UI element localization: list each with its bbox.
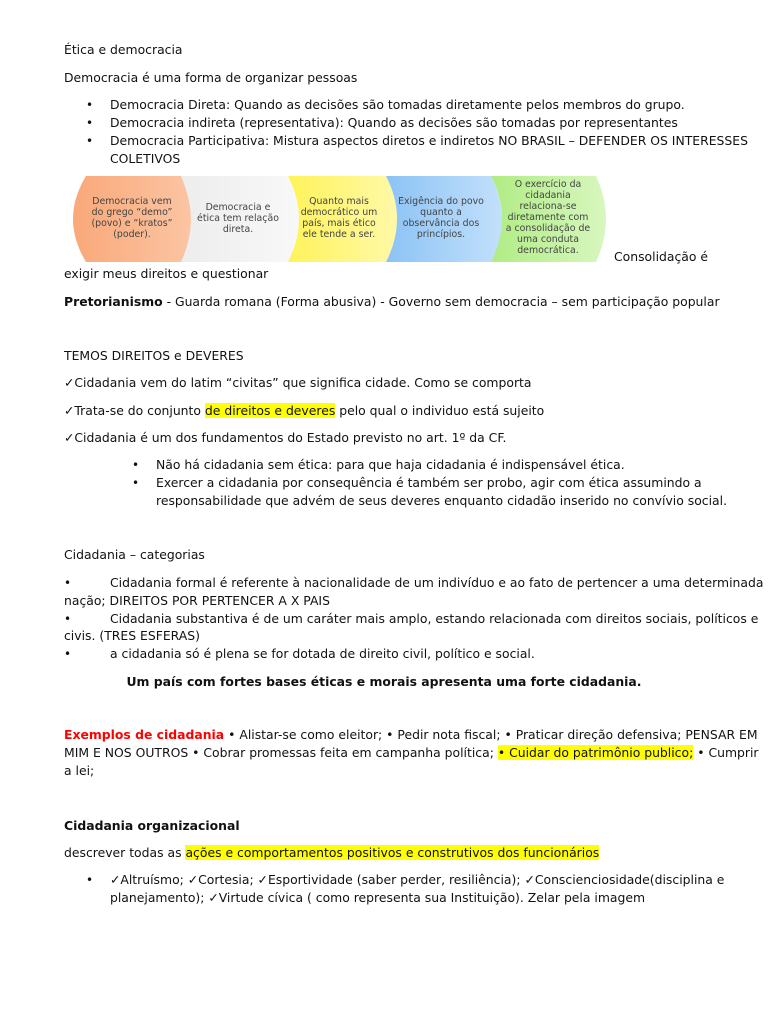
examples-paragraph-line (64, 744, 759, 762)
bullet-icon: • (86, 134, 94, 148)
diagram-stage-3-line: democrático um (300, 207, 378, 218)
bullet-icon: • (86, 873, 94, 887)
list-item-continuation: planejamento); ✓Virtude cívica ( como representa sua Instituição). Zelar pela imagem (110, 890, 646, 905)
examples-text: • Cumprir (693, 745, 759, 760)
list-item: a cidadania só é plena se for dotada de direito civil, político e social. (110, 646, 535, 661)
bullet-icon: • (64, 576, 72, 590)
consolidation-continuation: exigir meus direitos e questionar (64, 266, 269, 281)
examples-paragraph (64, 726, 758, 744)
pretorianismo-term: Pretorianismo (64, 294, 163, 309)
highlighted-text: de direitos e deveres (204, 403, 336, 418)
bullet-icon: • (132, 476, 140, 490)
diagram-stage-2-line: ética tem relação (197, 213, 279, 224)
diagram-stage-3-line: país, mais ético (302, 218, 376, 229)
list-item-continuation: COLETIVOS (110, 151, 181, 166)
diagram-stage-1-line: do grego “demo” (91, 207, 173, 218)
list-item-continuation: civis. (TRES ESFERAS) (64, 628, 200, 643)
diagram-stage-4-line: quanto a (420, 207, 462, 218)
diagram-stage-5-line: uma conduta (517, 234, 579, 245)
diagram-stage-1-line: (poder). (113, 229, 151, 240)
democracy-process-diagram (66, 176, 610, 266)
org-paragraph (64, 844, 599, 862)
diagram-stage-2-line: direta. (222, 224, 254, 235)
pretorianismo-definition: - Guarda romana (Forma abusiva) - Governo sem democracia – sem participação popular (162, 294, 720, 309)
check-text: pelo qual o individuo está sujeito (335, 403, 545, 418)
diagram-stage-1-line: Democracia vem (92, 196, 172, 207)
check-item: ✓Cidadania vem do latim “civitas” que significa cidade. Como se comporta (64, 375, 532, 390)
diagram-stage-2-line: Democracia e (205, 202, 271, 213)
diagram-stage-3-line: Quanto mais (309, 196, 369, 207)
categories-heading: Cidadania – categorias (64, 547, 205, 562)
diagram-stage-5-line: diretamente com (507, 212, 589, 223)
examples-text: • Alistar-se como eleitor; • Pedir nota fiscal; • Praticar direção defensiva; PENSAR EM (224, 727, 758, 742)
bullet-icon: • (132, 458, 140, 472)
diagram-stage-3-line: ele tende a ser. (302, 229, 376, 240)
diagram-stage-4-line: princípios. (416, 229, 466, 240)
list-item-continuation: nação; DIREITOS POR PERTENCER A X PAIS (64, 593, 330, 608)
check-item: ✓Cidadania é um dos fundamentos do Estado previsto no art. 1º da CF. (64, 430, 507, 445)
list-item: Democracia indireta (representativa): Quando as decisões são tomadas por representantes (110, 115, 678, 130)
center-statement: Um país com fortes bases éticas e morais apresenta uma forte cidadania. (126, 674, 642, 689)
bullet-icon: • (86, 116, 94, 130)
list-item-continuation: responsabilidade que advém de seus deveres enquanto cidadão inserido no convívio social. (156, 493, 728, 508)
check-item (64, 402, 544, 420)
bullet-icon: • (64, 612, 72, 626)
intro-text: Democracia é uma forma de organizar pessoas (64, 70, 358, 85)
bullet-icon: • (86, 98, 94, 112)
examples-label: Exemplos de cidadania (64, 727, 225, 742)
list-item: ✓Altruísmo; ✓Cortesia; ✓Esportividade (saber perder, resiliência); ✓Conscienciosidade(disciplina e (110, 872, 725, 887)
org-heading: Cidadania organizacional (64, 818, 240, 833)
consolidation-text: Consolidação é (614, 249, 709, 264)
examples-paragraph-line: a lei; (64, 763, 95, 778)
pretorianismo-paragraph (64, 293, 720, 311)
check-text: ✓Trata-se do conjunto (64, 403, 205, 418)
list-item: Cidadania substantiva é de um caráter mais amplo, estando relacionada com direitos sociais, políticos e (110, 611, 759, 626)
diagram-stage-5-line: relaciona-se (519, 201, 577, 212)
diagram-stage-4-line: Exigência do povo (398, 196, 484, 207)
rights-heading: TEMOS DIREITOS e DEVERES (64, 348, 244, 363)
diagram-stage-5-line: a consolidação de (505, 223, 591, 234)
org-text: descrever todas as (64, 845, 186, 860)
diagram-stage-1-line: (povo) e “kratos” (91, 218, 173, 229)
diagram-stage-5-line: cidadania (525, 190, 571, 201)
diagram-stage-4-line: observância dos (402, 218, 480, 229)
list-item: Não há cidadania sem ética: para que haja cidadania é indispensável ética. (156, 457, 625, 472)
list-item: Cidadania formal é referente à nacionalidade de um indivíduo e ao fato de pertencer a uma determinada (110, 575, 764, 590)
examples-text: MIM E NOS OUTROS • Cobrar promessas feita em campanha política; (64, 745, 498, 760)
diagram-stage-5-line: O exercício da (514, 179, 582, 190)
bullet-icon: • (64, 647, 72, 661)
highlighted-text: • Cuidar do patrimônio publico; (497, 745, 694, 760)
page-title: Ética e democracia (64, 42, 183, 57)
list-item: Democracia Direta: Quando as decisões são tomadas diretamente pelos membros do grupo. (110, 97, 685, 112)
list-item: Exercer a cidadania por consequência é também ser probo, agir com ética assumindo a (156, 475, 702, 490)
diagram-stage-5-line: democrática. (517, 245, 579, 256)
highlighted-text: ações e comportamentos positivos e construtivos dos funcionários (185, 845, 600, 860)
list-item: Democracia Participativa: Mistura aspectos diretos e indiretos NO BRASIL – DEFENDER OS INTERESSES (110, 133, 748, 148)
